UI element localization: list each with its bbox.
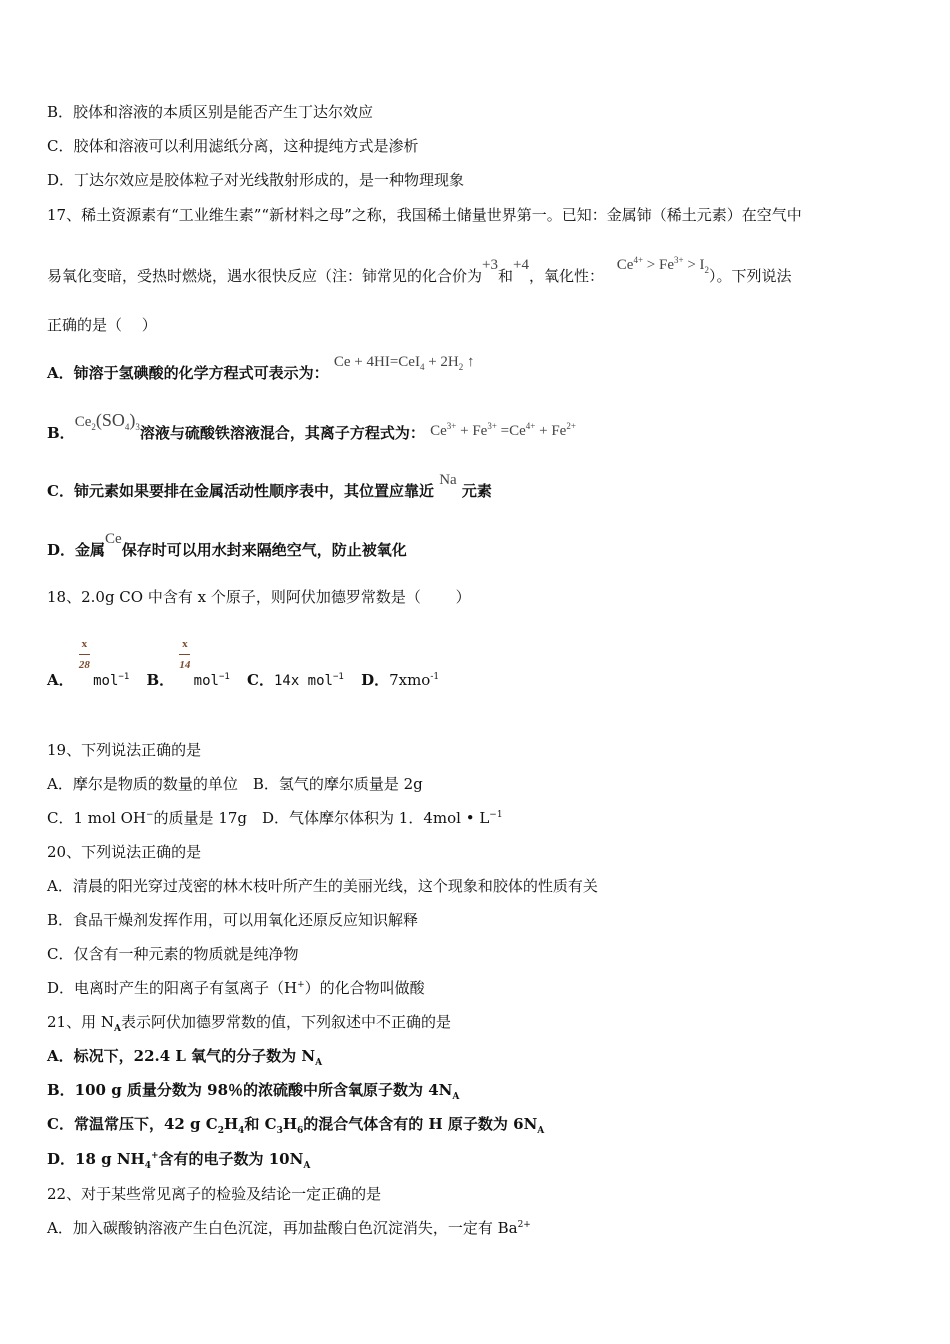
q17-option-c-tail: 元素 <box>461 482 492 500</box>
q17-option-a-equation: $Ce + 4HI=CeI_4 + 2H_2$ ↑ <box>333 354 475 372</box>
q17-stem-text-b: ，氧化性： <box>528 267 604 285</box>
q17-and: 和 <box>497 267 513 285</box>
q18-option-b-fraction: $\frac{x}{14}$ <box>179 634 190 675</box>
q18-option-a-label: A． <box>47 671 74 689</box>
q16-option-d: D．丁达尔效应是胶体粒子对光线散射形成的，是一种物理现象 <box>47 171 465 189</box>
q18-option-c-label: C． <box>247 671 274 689</box>
q17-option-d-label: D．金属 <box>47 541 106 559</box>
q17-option-c-na: Na <box>439 472 457 488</box>
q17-stem-line2 <box>47 255 792 288</box>
q17-option-a-label: A．铈溶于氢碘酸的化学方程式可表示为： <box>47 364 329 382</box>
q21-stem: 21、用 $N_A$表示阿伏加德罗常数的值，下列叙述中不正确的是 <box>47 1013 451 1034</box>
q20-stem: 20、下列说法正确的是 <box>47 843 202 861</box>
q17-option-d-tail: 保存时可以用水封来隔绝空气，防止被氧化 <box>121 541 407 559</box>
q18-option-c-value: 14x mol$^{-1}$ <box>273 672 344 689</box>
q17-valence-plus4: +4 <box>513 257 529 273</box>
q18-option-d-label: D． <box>361 671 390 689</box>
q20-option-d: D．电离时产生的阳离子有氢离子（H+）的化合物叫做酸 <box>47 979 425 997</box>
q22-stem: 22、对于某些常见离子的检验及结论一定正确的是 <box>47 1185 382 1203</box>
q18-option-b-label: B． <box>146 671 175 689</box>
q17-oxidizing-order: $Ce^{4+} > Fe^{3+} > I_2$ <box>616 255 710 275</box>
q17-option-c <box>47 472 492 502</box>
q21-option-a: A．标况下，22.4 L 氧气的分子数为 $N_A$ <box>47 1047 323 1068</box>
q18-option-d-value: 7xmo$^{-1}$ <box>389 671 440 689</box>
q17-option-a <box>47 354 475 385</box>
q22-option-a: A．加入碳酸钠溶液产生白色沉淀，再加盐酸白色沉淀消失，一定有 $Ba^{2+}$ <box>47 1219 531 1237</box>
q17-option-b-salt: $Ce_2(SO_4)_3$ <box>74 410 140 432</box>
q18-options <box>47 638 440 693</box>
q20-option-b: B．食品干燥剂发挥作用，可以用氧化还原反应知识解释 <box>47 911 419 929</box>
q17-option-b-text: 溶液与硫酸铁溶液混合，其离子方程式为： <box>139 424 425 442</box>
q17-option-b-equation: $Ce^{3+} + Fe^{3+} =Ce^{4+} + Fe^{2+}$ <box>430 421 576 439</box>
q19-stem: 19、下列说法正确的是 <box>47 741 202 759</box>
q20-option-c: C．仅含有一种元素的物质就是纯净物 <box>47 945 299 963</box>
q17-stem-text-a: 易氧化变暗，受热时燃烧，遇水很快反应（注：铈常见的化合价为 <box>47 267 483 285</box>
q17-stem-line1: 17、稀土资源素有“工业维生素”“新材料之母”之称，我国稀土储量世界第一。已知：金属铈（稀土元素）在空气中 <box>47 206 802 224</box>
q18-option-a-unit: mol$^{-1}$ <box>93 672 130 689</box>
q17-option-d-ce: Ce <box>105 531 122 547</box>
q21-option-d: D．18 g $NH_4^+$含有的电子数为 $10N_A$ <box>47 1150 311 1171</box>
q19-options-cd: C．1 mol OH−的质量是 17g D．气体摩尔体积为 1．4mol • $L^{-1}$ <box>47 809 503 827</box>
q17-stem-text-c: ）。下列说法 <box>709 267 792 285</box>
q18-stem: 18、2.0g CO 中含有 x 个原子，则阿伏加德罗常数是（ ） <box>47 588 471 606</box>
q17-option-b <box>47 410 576 445</box>
q16-option-b: B．胶体和溶液的本质区别是能否产生丁达尔效应 <box>47 103 374 121</box>
q17-option-d <box>47 531 407 561</box>
q17-valence-plus3: +3 <box>482 257 498 273</box>
q19-options-ab: A．摩尔是物质的数量的单位 B．氢气的摩尔质量是 2g <box>47 775 423 793</box>
q20-option-a: A．清晨的阳光穿过茂密的林木枝叶所产生的美丽光线，这个现象和胶体的性质有关 <box>47 877 598 895</box>
q21-option-b: B．100 g 质量分数为 98％的浓硫酸中所含氧原子数为 $4N_A$ <box>47 1081 460 1102</box>
q21-option-c: C．常温常压下，42 g $C_2H_4$和 $C_3H_6$的混合气体含有的 H 原子数为 $6N_A$ <box>47 1115 545 1136</box>
q18-option-b-unit: mol$^{-1}$ <box>193 672 230 689</box>
q17-option-b-label: B． <box>47 424 75 442</box>
q17-option-c-label: C．铈元素如果要排在金属活动性顺序表中，其位置应靠近 <box>47 482 434 500</box>
q16-option-c: C．胶体和溶液可以利用滤纸分离，这种提纯方式是渗析 <box>47 137 419 155</box>
q17-stem-line3: 正确的是（ ） <box>47 316 157 334</box>
q18-option-a-fraction: $\frac{x}{28}$ <box>79 634 90 675</box>
